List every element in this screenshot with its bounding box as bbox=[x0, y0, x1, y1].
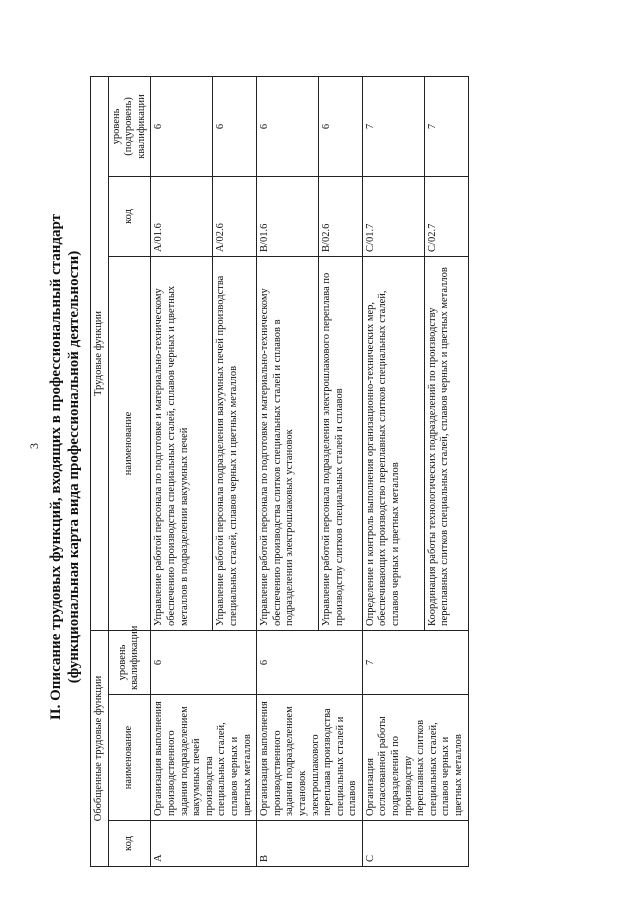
function-level-cell: 6 bbox=[319, 76, 363, 176]
group-level-cell: 6 bbox=[151, 630, 257, 694]
section-title bbox=[47, 57, 83, 877]
function-code-cell: A/01.6 bbox=[151, 176, 213, 256]
function-name-cell: Управление работой персонала по подготовке и материально-техническому обеспечению производства слитков специальных сталей и сплавов в подразделении электрошлаковых установок bbox=[257, 256, 319, 630]
group-code-cell: C bbox=[362, 821, 468, 867]
function-code-cell: A/02.6 bbox=[213, 176, 257, 256]
function-name-cell: Управление работой персонала подразделения вакуумных печей производства специальных сталей, сплавов черных и цветных металлов bbox=[213, 256, 257, 630]
header-name: наименование bbox=[108, 695, 151, 821]
group-level-cell: 7 bbox=[362, 630, 468, 694]
group-code-cell: B bbox=[257, 821, 363, 867]
page-number: 3 bbox=[27, 443, 41, 449]
group-level-cell: 6 bbox=[257, 630, 363, 694]
functional-map-table bbox=[90, 76, 469, 867]
header-tf-code: код bbox=[108, 176, 151, 256]
title-line-1: II. Описание трудовых функций, входящих в профессиональный стандарт bbox=[48, 213, 64, 721]
header-level: уровень квалификации bbox=[108, 630, 151, 694]
rotated-page-content bbox=[35, 57, 635, 877]
function-level-cell: 7 bbox=[424, 76, 468, 176]
function-code-cell: B/02.6 bbox=[319, 176, 363, 256]
function-level-cell: 6 bbox=[257, 76, 319, 176]
table-row bbox=[362, 76, 424, 866]
group-code-cell: A bbox=[151, 821, 257, 867]
function-name-cell: Координация работы технологических подразделений по производству переплавных слитков специальных сталей, сплавов черных и цветных металлов bbox=[424, 256, 468, 630]
group-name-cell: Организация выполнения производственного задания подразделением установок электрошлакового переплава производства специальных сталей и сплавов bbox=[257, 695, 363, 821]
function-name-cell: Управление работой персонала по подготовке и материально-техническому обеспечению производства специальных сталей, сплавов черных и цветных металлов в подразделении вакуумных печей bbox=[151, 256, 213, 630]
function-code-cell: C/02.7 bbox=[424, 176, 468, 256]
function-code-cell: C/01.7 bbox=[362, 176, 424, 256]
header-labor-functions: Трудовые функции bbox=[91, 76, 109, 630]
header-tf-level: уровень (подуровень) квалификации bbox=[108, 76, 151, 176]
function-code-cell: B/01.6 bbox=[257, 176, 319, 256]
group-name-cell: Организация выполнения производственного задания подразделением вакуумных печей производства специальных сталей, сплавов черных и цветных металлов bbox=[151, 695, 257, 821]
header-tf-name: наименование bbox=[108, 256, 151, 630]
function-level-cell: 6 bbox=[213, 76, 257, 176]
title-line-2: (функциональная карта вида профессиональной деятельности) bbox=[66, 250, 82, 684]
function-name-cell: Определение и контроль выполнения организационно-технических мер, обеспечивающих производство переплавных слитков специальных сталей, сплавов черных и цветных металлов bbox=[362, 256, 424, 630]
header-code: код bbox=[108, 821, 151, 867]
group-name-cell: Организация согласованной работы подразделений по производству переплавных слитков специальных сталей, сплавов черных и цветных металлов bbox=[362, 695, 468, 821]
header-generalized-functions: Обобщенные трудовые функции bbox=[91, 630, 109, 866]
function-level-cell: 7 bbox=[362, 76, 424, 176]
function-level-cell: 6 bbox=[151, 76, 213, 176]
function-name-cell: Управление работой персонала подразделения электрошлакового переплава по производству слитков специальных сталей и сплавов bbox=[319, 256, 363, 630]
table-row bbox=[151, 76, 213, 866]
table-row bbox=[257, 76, 319, 866]
